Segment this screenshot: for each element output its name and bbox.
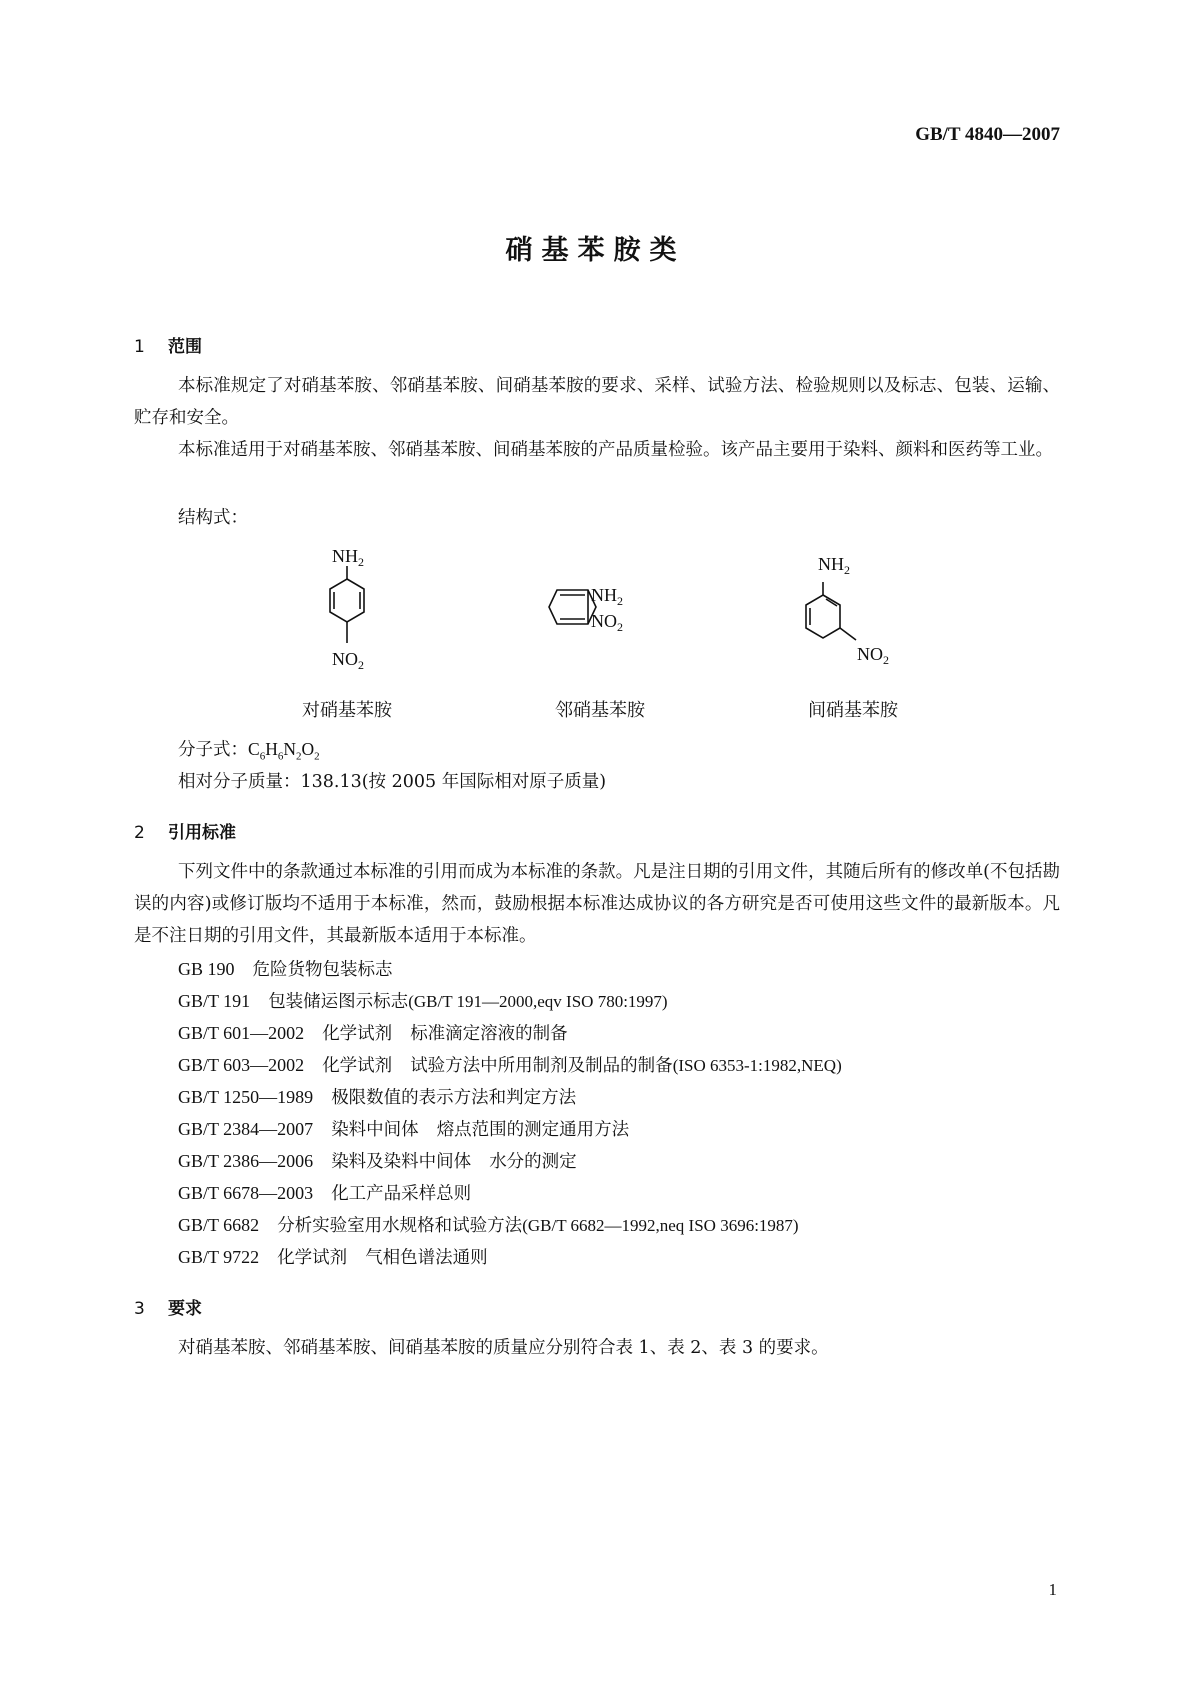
section-1-title: 范围	[168, 337, 202, 357]
reference-item: GB/T 6678—2003 化工产品采样总则	[178, 1183, 472, 1204]
ortho-nh2-label: $NH_2$	[591, 585, 623, 608]
compound-name-meta: 间硝基苯胺	[808, 700, 898, 721]
meta-nitroaniline-structure	[806, 582, 856, 640]
meta-nh2-label: $NH_2$	[818, 554, 850, 577]
reference-item: GB 190 危险货物包装标志	[178, 959, 393, 980]
reference-item: GB/T 9722 化学试剂 气相色谱法通则	[178, 1247, 488, 1268]
reference-item: GB/T 2384—2007 染料中间体 熔点范围的测定通用方法	[178, 1119, 630, 1140]
structure-label: 结构式：	[178, 508, 248, 528]
reference-item: GB/T 603—2002 化学试剂 试验方法中所用制剂及制品的制备(ISO 6353-1:1982,NEQ)	[178, 1055, 842, 1076]
molecular-formula-line	[178, 736, 320, 763]
para-no2-label: $NO_2$	[332, 649, 364, 672]
formula-label: 分子式：	[178, 740, 248, 760]
section-3-title: 要求	[168, 1299, 202, 1319]
section-2-title: 引用标准	[168, 823, 236, 843]
reference-item: GB/T 601—2002 化学试剂 标准滴定溶液的制备	[178, 1023, 568, 1044]
reference-item: GB/T 6682 分析实验室用水规格和试验方法(GB/T 6682—1992,neq ISO 3696:1987)	[178, 1215, 799, 1236]
document-title: 硝基苯胺类	[505, 235, 686, 266]
para-nitroaniline-structure	[330, 566, 364, 643]
section-2-para: 下列文件中的条款通过本标准的引用而成为本标准的条款。凡是注日期的引用文件，其随后所有的修改单(不包括勘误的内容)或修订版均不适用于本标准，然而，鼓励根据本标准达成协议的各方研究是否可使用这些文件的最新版本。凡是不注日期的引用文件，其最新版本适用于本标准。	[134, 862, 1060, 946]
section-3-number: 3	[134, 1299, 145, 1319]
para-nh2-label: $NH_2$	[332, 546, 364, 569]
section-3-para: 对硝基苯胺、邻硝基苯胺、间硝基苯胺的质量应分别符合表 1、表 2、表 3 的要求。	[178, 1338, 829, 1358]
section-2-heading	[134, 818, 236, 843]
section-1-number: 1	[134, 337, 145, 357]
ortho-no2-label: $NO_2$	[591, 611, 623, 634]
molecular-formula: $C_6H_6N_2O_2$	[248, 739, 320, 763]
meta-no2-label: $NO_2$	[857, 644, 889, 667]
standard-code: GB/T 4840—2007	[915, 124, 1060, 145]
reference-item: GB/T 1250—1989 极限数值的表示方法和判定方法	[178, 1087, 577, 1108]
reference-item: GB/T 191 包装储运图示标志(GB/T 191—2000,eqv ISO 780:1997)	[178, 991, 668, 1012]
page-number: 1	[1048, 1580, 1057, 1599]
section-1-para-2: 本标准适用于对硝基苯胺、邻硝基苯胺、间硝基苯胺的产品质量检验。该产品主要用于染料、颜料和医药等工业。	[178, 440, 1053, 460]
molecular-mass-line: 相对分子质量：138.13(按 2005 年国际相对原子质量)	[178, 772, 607, 792]
section-1-heading	[134, 332, 202, 357]
compound-name-ortho: 邻硝基苯胺	[555, 700, 645, 721]
compound-name-para: 对硝基苯胺	[302, 700, 392, 721]
section-1-para-1: 本标准规定了对硝基苯胺、邻硝基苯胺、间硝基苯胺的要求、采样、试验方法、检验规则以及标志、包装、运输、贮存和安全。	[134, 376, 1060, 428]
ortho-nitroaniline-structure	[549, 590, 596, 624]
section-3-heading	[134, 1294, 202, 1319]
reference-item: GB/T 2386—2006 染料及染料中间体 水分的测定	[178, 1151, 577, 1172]
section-2-number: 2	[134, 823, 145, 843]
